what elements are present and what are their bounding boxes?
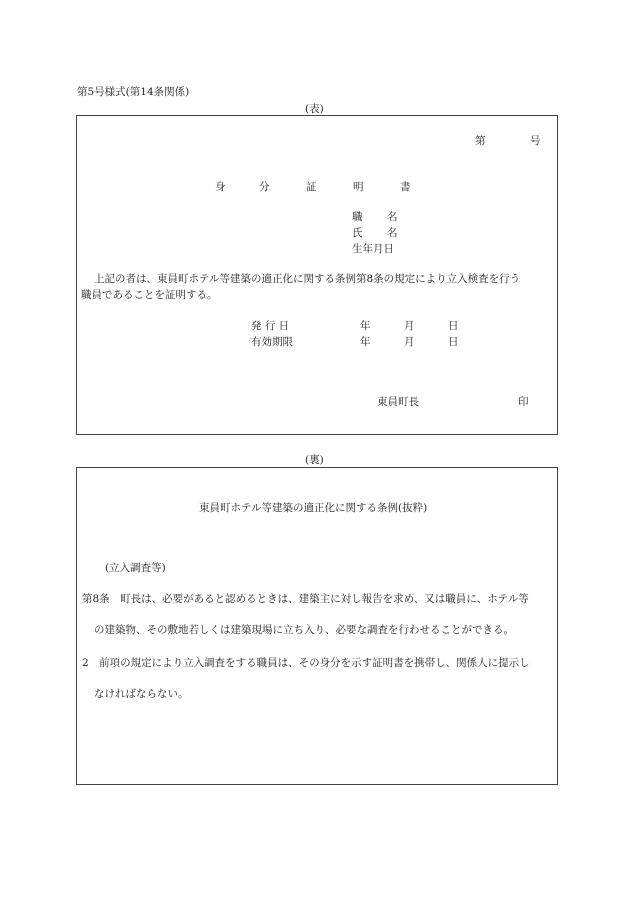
article-8-2-line-1: 2 前項の規定により立入調査をする職員は、その身分を示す証明書を携帯し、関係人に提示し (82, 657, 530, 669)
excerpt-title: 東員町ホテル等建築の適正化に関する条例(抜粋) (199, 502, 428, 514)
seal-mark: 印 (518, 396, 529, 408)
issue-date-year: 年 (360, 320, 371, 332)
issuer: 東員町長 (377, 396, 419, 408)
field-name-a: 氏 (352, 227, 363, 239)
issue-date-day: 日 (448, 320, 459, 332)
expiry-label: 有効期限 (251, 336, 293, 348)
number-suffix: 号 (530, 135, 541, 147)
article-8-line-2: の建築物、その敷地若しくは建築現場に立ち入り、必要な調査を行わせることができる。 (94, 624, 514, 636)
form-label: 第5号様式(第14条関係) (77, 86, 190, 98)
body-line-2: 職員であることを証明する。 (81, 289, 218, 301)
title-char-1: 身 (215, 181, 226, 193)
expiry-day: 日 (448, 336, 459, 348)
expiry-month: 月 (404, 336, 415, 348)
field-name-b: 名 (387, 227, 398, 239)
article-8-line-1: 第8条 町長は、必要があると認めるときは、建築主に対し報告を求め、又は職員に、ホテル等 (82, 593, 529, 605)
front-side-label: (表) (305, 103, 324, 115)
title-char-2: 分 (259, 181, 270, 193)
body-line-1: 上記の者は、東員町ホテル等建築の適正化に関する条例第8条の規定により立入検査を行う (94, 273, 521, 285)
article-8-2-line-2: なければならない。 (94, 688, 189, 700)
title-char-3: 証 (306, 181, 317, 193)
field-birthdate: 生年月日 (352, 243, 394, 255)
expiry-year: 年 (360, 336, 371, 348)
field-job-b: 名 (387, 211, 398, 223)
front-card (76, 115, 558, 435)
issue-date-month: 月 (404, 320, 415, 332)
title-char-4: 明 (353, 181, 364, 193)
title-char-5: 書 (400, 181, 411, 193)
issue-date-label: 発 行 日 (251, 320, 290, 332)
back-side-label: (裏) (305, 454, 324, 466)
field-job-a: 職 (352, 211, 363, 223)
back-card (76, 467, 558, 785)
section-heading: (立入調査等) (105, 562, 166, 574)
number-prefix: 第 (475, 135, 486, 147)
